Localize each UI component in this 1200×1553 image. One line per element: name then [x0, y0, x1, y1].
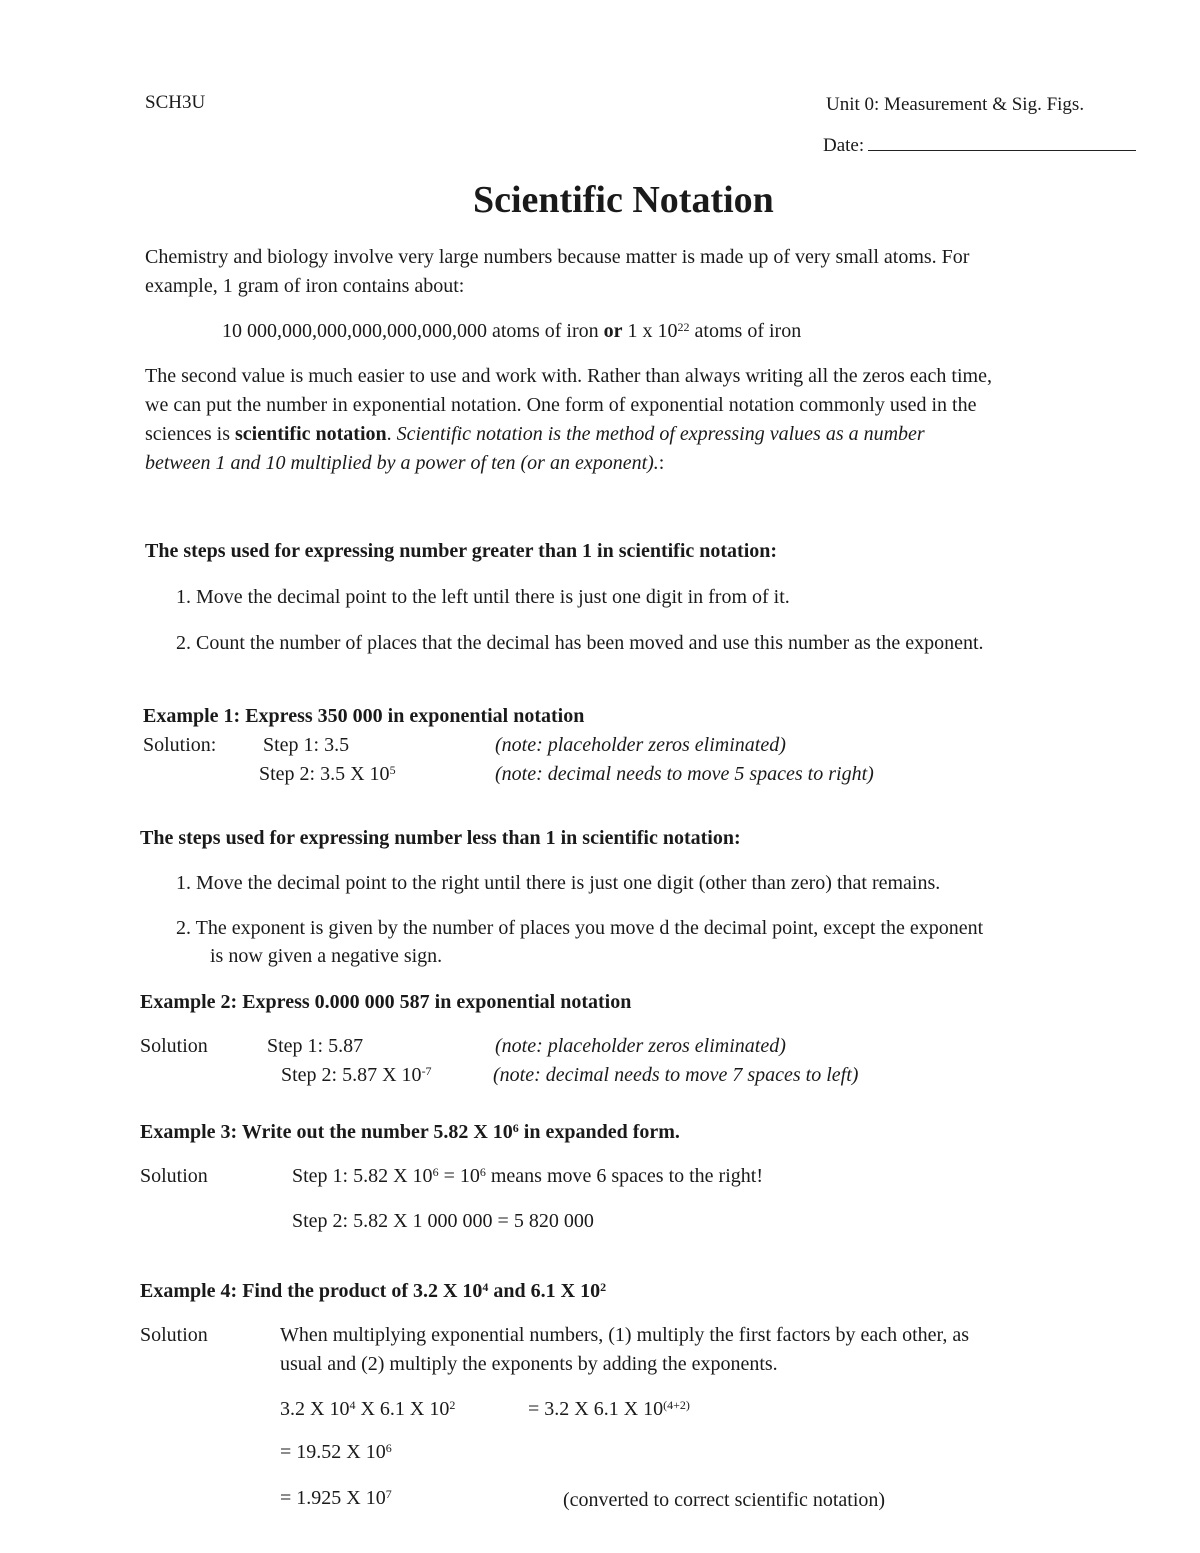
para2-line-3 — [145, 420, 925, 449]
steps-less-item-1: 1. Move the decimal point to the right until there is just one digit (other than zero) that remains. — [176, 872, 941, 894]
iron-atoms-sci: 1 x 10 — [627, 320, 678, 342]
example-3-solution-label: Solution — [140, 1165, 208, 1187]
example-4-equation-3 — [280, 1484, 392, 1513]
example-4-heading-exponent-2: 2 — [600, 1280, 607, 1294]
example-3-step-1-b: = 10 — [438, 1165, 480, 1187]
example-3-heading-a: Example 3: Write out the number 5.82 X 10 — [140, 1121, 513, 1143]
example-1-step-2-text: Step 2: 3.5 X 10 — [259, 763, 390, 785]
example-3-step-2: Step 2: 5.82 X 1 000 000 = 5 820 000 — [292, 1210, 594, 1232]
eq2-exponent: 6 — [385, 1441, 392, 1455]
iron-atoms-expanded: 10 000,000,000,000,000,000,000 atoms of iron — [222, 320, 599, 342]
example-1-step-2 — [259, 760, 396, 789]
unit-label: Unit 0: Measurement & Sig. Figs. — [826, 94, 1085, 115]
example-2-step-1-note: (note: placeholder zeros eliminated) — [495, 1035, 786, 1057]
example-3-step-1-a: Step 1: 5.82 X 10 — [292, 1165, 433, 1187]
example-4-heading-a: Example 4: Find the product of 3.2 X 10 — [140, 1280, 483, 1302]
eq3-a: = 1.925 X 10 — [280, 1487, 386, 1509]
example-2-step-2-text: Step 2: 5.87 X 10 — [281, 1064, 422, 1086]
para2-line-3-c: . — [386, 423, 397, 445]
example-3-heading-exponent: 6 — [512, 1121, 519, 1135]
example-2-heading: Example 2: Express 0.000 000 587 in exponential notation — [140, 991, 632, 1013]
eq1-exponent-3: (4+2) — [663, 1398, 690, 1412]
example-4-heading-b: and 6.1 X 10 — [488, 1280, 601, 1302]
example-2-step-2-note: (note: decimal needs to move 7 spaces to left) — [493, 1064, 859, 1086]
example-1-heading: Example 1: Express 350 000 in exponential notation — [143, 705, 585, 727]
example-3-step-1-exponent-1: 6 — [432, 1165, 439, 1179]
date-label: Date: — [823, 135, 865, 156]
example-2-step-1: Step 1: 5.87 — [267, 1035, 364, 1057]
definition-colon: : — [658, 452, 665, 474]
eq1-exponent-1: 4 — [349, 1398, 356, 1412]
para2-line-3-a: sciences is — [145, 423, 235, 445]
example-2-solution-label: Solution — [140, 1035, 208, 1057]
example-4-heading — [140, 1277, 606, 1306]
iron-atoms-line — [222, 317, 801, 346]
example-3-step-1 — [292, 1162, 763, 1191]
iron-atoms-exponent: 22 — [677, 320, 690, 334]
example-3-step-1-c: means move 6 spaces to the right! — [485, 1165, 763, 1187]
eq1-b: X 6.1 X 10 — [355, 1398, 450, 1420]
example-1-step-2-note: (note: decimal needs to move 5 spaces to right) — [495, 763, 874, 785]
para2-line-1: The second value is much easier to use and work with. Rather than always writing all the zeros each time, — [145, 365, 992, 387]
para2-line-4 — [145, 449, 664, 478]
steps-greater-item-1: 1. Move the decimal point to the left until there is just one digit in from of it. — [176, 586, 790, 608]
date-row — [823, 135, 1136, 157]
course-code: SCH3U — [145, 92, 206, 113]
example-4-explain-line-1: When multiplying exponential numbers, (1) multiply the first factors by each other, as — [280, 1324, 970, 1346]
example-3-heading-b: in expanded form. — [518, 1121, 680, 1143]
definition-end: between 1 and 10 multiplied by a power of ten (or an exponent). — [145, 452, 659, 474]
example-4-solution-label: Solution — [140, 1324, 208, 1346]
example-4-heading-exponent-1: 4 — [482, 1280, 489, 1294]
example-4-equation-3-note: (converted to correct scientific notation) — [563, 1489, 886, 1511]
example-1-solution-label: Solution: — [143, 734, 217, 756]
para2-line-2: we can put the number in exponential notation. One form of exponential notation commonly used in the — [145, 394, 977, 416]
steps-less-heading: The steps used for expressing number less than 1 in scientific notation: — [140, 827, 741, 849]
example-2-step-2 — [281, 1061, 432, 1090]
example-2-step-2-exponent: -7 — [421, 1064, 432, 1078]
example-4-equation-1-left — [280, 1395, 455, 1424]
example-1-step-2-exponent: 5 — [389, 763, 396, 777]
steps-greater-heading: The steps used for expressing number greater than 1 in scientific notation: — [145, 540, 778, 562]
term-scientific-notation: scientific notation — [234, 423, 387, 445]
steps-less-item-2-line-2: is now given a negative sign. — [210, 945, 443, 967]
page-title: Scientific Notation — [473, 179, 774, 221]
eq3-exponent: 7 — [385, 1487, 392, 1501]
steps-less-item-2-line-1: 2. The exponent is given by the number of places you move d the decimal point, except the exponent — [176, 917, 984, 939]
example-1-step-1-note: (note: placeholder zeros eliminated) — [495, 734, 786, 756]
example-4-equation-2 — [280, 1438, 392, 1467]
example-3-step-1-exponent-2: 6 — [479, 1165, 486, 1179]
example-4-explain-line-2: usual and (2) multiply the exponents by adding the exponents. — [280, 1353, 778, 1375]
intro-line-1: Chemistry and biology involve very large numbers because matter is made up of very small atoms. For — [145, 246, 970, 268]
example-3-heading — [140, 1118, 680, 1147]
intro-line-2: example, 1 gram of iron contains about: — [145, 275, 465, 297]
example-4-equation-1-right — [528, 1395, 690, 1424]
eq2-a: = 19.52 X 10 — [280, 1441, 386, 1463]
iron-atoms-unit: atoms of iron — [689, 320, 802, 342]
date-blank-line — [868, 136, 1136, 151]
steps-greater-item-2: 2. Count the number of places that the decimal has been moved and use this number as the exponent. — [176, 632, 984, 654]
eq1-c: = 3.2 X 6.1 X 10 — [528, 1398, 664, 1420]
eq1-a: 3.2 X 10 — [280, 1398, 350, 1420]
eq1-exponent-2: 2 — [449, 1398, 456, 1412]
iron-atoms-or: or — [603, 320, 623, 342]
definition-start: Scientific notation is the method of expressing values as a number — [396, 423, 925, 445]
example-1-step-1: Step 1: 3.5 — [263, 734, 350, 756]
